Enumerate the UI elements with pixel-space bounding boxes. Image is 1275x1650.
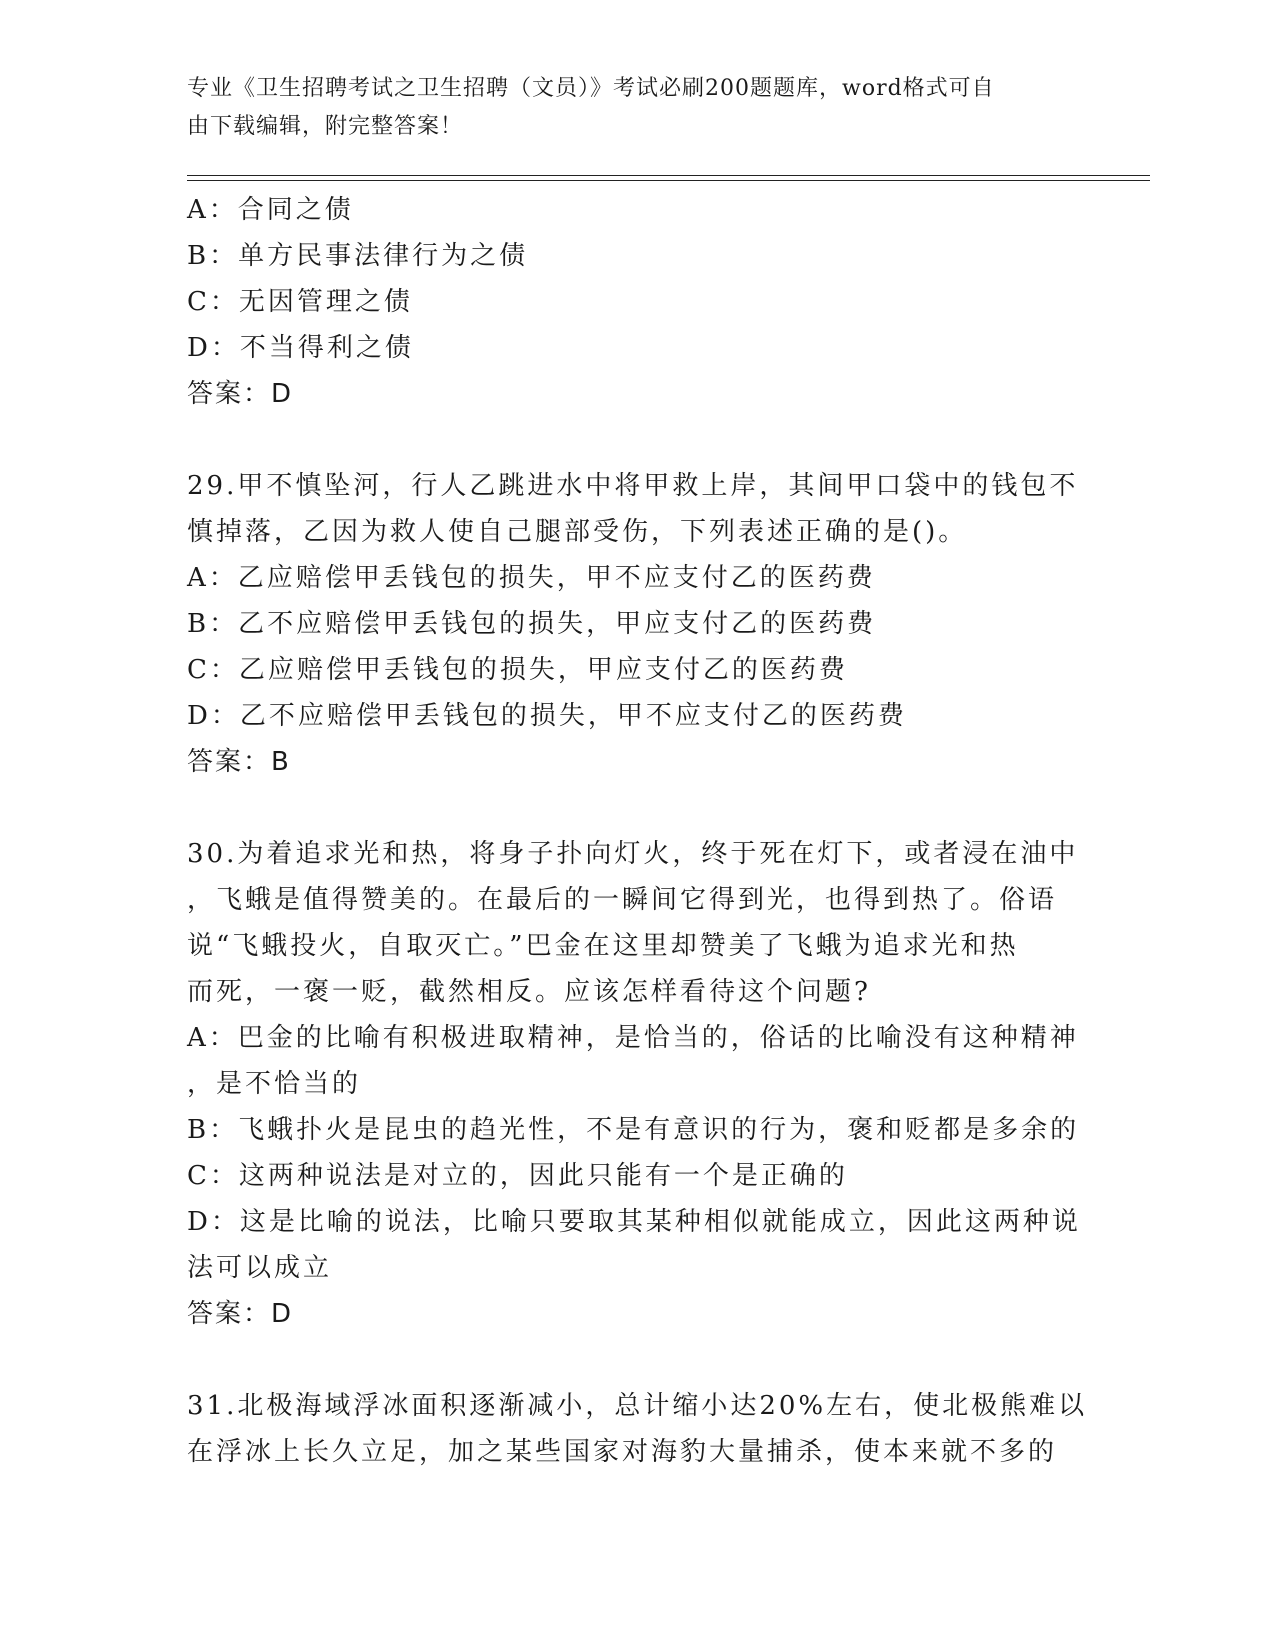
answer-label: 答案：D [187,1299,294,1329]
option-c: C：乙应赔偿甲丢钱包的损失，甲应支付乙的医药费 [187,655,848,685]
option-d: D：乙不应赔偿甲丢钱包的损失，甲不应支付乙的医药费 [187,701,907,731]
header-divider-top [187,175,1150,176]
question-stem-line: 慎掉落，乙因为救人使自己腿部受伤，下列表述正确的是()。 [187,517,968,547]
question-stem-line: 说“飞蛾投火，自取灭亡。”巴金在这里却赞美了飞蛾为追求光和热 [187,931,1019,961]
question-stem-line: 30.为着追求光和热，将身子扑向灯火，终于死在灯下，或者浸在油中 [187,839,1079,869]
question-spacer [187,417,1067,463]
question-31 [187,1383,1088,1475]
question-stem-line: 在浮冰上长久立足，加之某些国家对海豹大量捕杀，使本来就不多的 [187,1437,1058,1467]
option-d: D：不当得利之债 [187,333,414,363]
question-stem-line: 而死，一褒一贬，截然相反。应该怎样看待这个问题? [187,977,871,1007]
option-d-line: D：这是比喻的说法，比喻只要取其某种相似就能成立，因此这两种说 [187,1207,1081,1237]
option-b: B：单方民事法律行为之债 [187,241,529,271]
header-line-1: 专业《卫生招聘考试之卫生招聘（文员）》考试必刷200题题库，word格式可自 [187,76,995,101]
question-29 [187,463,1079,785]
question-list [187,187,1088,1475]
option-a: A：合同之债 [187,195,354,225]
question-spacer [187,785,1067,831]
option-c: C：这两种说法是对立的，因此只能有一个是正确的 [187,1161,848,1191]
question-stem-line: 29.甲不慎坠河，行人乙跳进水中将甲救上岸，其间甲口袋中的钱包不 [187,471,1079,501]
question-stem-line: ，飞蛾是值得赞美的。在最后的一瞬间它得到光，也得到热了。俗语 [187,885,1058,915]
option-a-line: ，是不恰当的 [187,1069,362,1099]
question-stem-line: 31.北极海域浮冰面积逐渐减小，总计缩小达20%左右，使北极熊难以 [187,1391,1088,1421]
option-d-line: 法可以成立 [187,1253,333,1283]
option-a: A：乙应赔偿甲丢钱包的损失，甲不应支付乙的医药费 [187,563,876,593]
answer-label: 答案：D [187,379,294,409]
option-b: B：乙不应赔偿甲丢钱包的损失，甲应支付乙的医药费 [187,609,877,639]
document-header [187,70,1067,146]
option-c: C：无因管理之债 [187,287,413,317]
question-30 [187,831,1081,1337]
header-line-2: 由下载编辑，附完整答案！ [187,114,464,139]
header-divider-bottom [187,180,1150,181]
option-b: B：飞蛾扑火是昆虫的趋光性，不是有意识的行为，褒和贬都是多余的 [187,1115,1080,1145]
question-spacer [187,1337,1067,1383]
option-a-line: A：巴金的比喻有积极进取精神，是恰当的，俗话的比喻没有这种精神 [187,1023,1079,1053]
question-28 [187,187,1067,417]
answer-label: 答案：B [187,747,291,777]
